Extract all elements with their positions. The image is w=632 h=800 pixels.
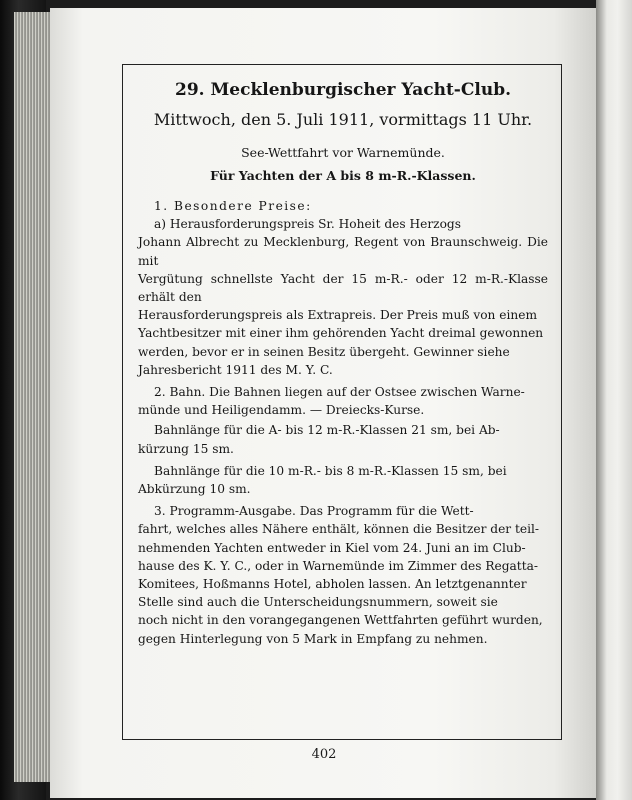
section-besondere-preise — [138, 197, 548, 379]
section1-line: Herausforderungspreis als Extrapreis. Der Preis muß von einem — [138, 308, 538, 323]
section3-line: noch nicht in den vorangegangenen Wettfahrten geführt wurden, — [138, 613, 543, 628]
section2-line: münde und Heiligendamm. — Dreiecks-Kurse. — [138, 403, 425, 418]
page-stack-edges — [14, 12, 54, 782]
section1-line: Vergütung schnellste Yacht der 15 m-R.- oder 12 m-R.-Klasse erhält den — [138, 271, 548, 305]
bahn1-line: Bahnlänge für die A- bis 12 m-R.-Klassen 21 sm, bei Ab- — [154, 423, 500, 438]
page-content — [138, 74, 548, 650]
section-programm-ausgabe — [138, 502, 548, 648]
section3-line: gegen Hinterlegung von 5 Mark in Empfang zu nehmen. — [138, 631, 488, 646]
section2-line: 2. Bahn. Die Bahnen liegen auf der Ostsee zwischen Warne- — [154, 385, 525, 400]
section1-line: Johann Albrecht zu Mecklenburg, Regent von Braunschweig. Die mit — [138, 235, 548, 268]
section3-line: fahrt, welches alles Nähere enthält, können die Besitzer der teil- — [138, 522, 540, 537]
bahnlaenge-10-8 — [138, 462, 548, 498]
section1-title: 1. Besondere Preise: — [154, 199, 312, 213]
event-title: See-Wettfahrt vor Warnemünde. — [241, 145, 445, 160]
section3-line: hause des K. Y. C., oder in Warnemünde im Zimmer des Regatta- — [138, 558, 538, 573]
club-heading: 29. Mecklenburgischer Yacht-Club. — [174, 80, 511, 100]
section3-line: Stelle sind auch die Unterscheidungsnummern, soweit sie — [138, 595, 498, 610]
bahn1-line: kürzung 15 sm. — [138, 441, 234, 456]
yacht-classes-line: Für Yachten der A bis 8 m-R.-Klassen. — [210, 168, 476, 183]
section3-line: nehmenden Yachten entweder in Kiel vom 24. Juni an im Club- — [138, 540, 526, 555]
section3-line: Komitees, Hoßmanns Hotel, abholen lassen. An letztgenannter — [138, 577, 527, 592]
section1-line: Yachtbesitzer mit einer ihm gehörenden Yacht dreimal gewonnen — [138, 326, 544, 341]
section1-line: a) Herausforderungspreis Sr. Hoheit des Herzogs — [154, 217, 461, 232]
date-line: Mittwoch, den 5. Juli 1911, vormittags 11 Uhr. — [153, 110, 533, 129]
bahn2-line: Abkürzung 10 sm. — [138, 482, 251, 497]
section3-line: 3. Programm-Ausgabe. Das Programm für die Wett- — [154, 504, 474, 519]
section1-line: Jahresbericht 1911 des M. Y. C. — [138, 362, 333, 377]
opposite-page-edge — [596, 0, 632, 800]
bahn2-line: Bahnlänge für die 10 m-R.- bis 8 m-R.-Klassen 15 sm, bei — [154, 463, 507, 478]
bahnlaenge-a-12 — [138, 421, 548, 457]
section-bahn — [138, 383, 548, 419]
page-number: 402 — [311, 747, 337, 762]
section1-line: werden, bevor er in seinen Besitz übergeht. Gewinner siehe — [138, 344, 510, 359]
